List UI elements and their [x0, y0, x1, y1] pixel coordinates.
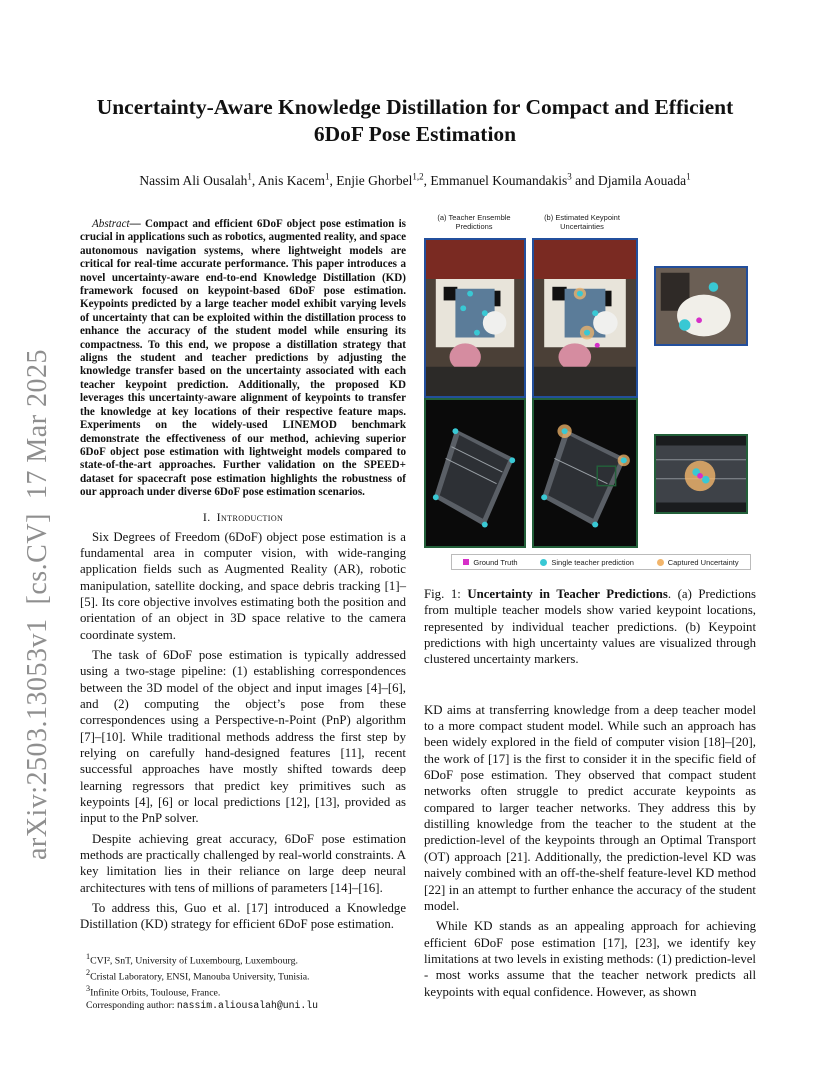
author-list — [70, 171, 760, 189]
author-4: Emmanuel Koumandakis$^3$ and — [430, 171, 598, 188]
zoom-inset-top-image — [656, 268, 746, 344]
footnotes — [80, 951, 406, 1012]
corresponding-email[interactable]: nassim.aliousalah@uni.lu — [176, 999, 318, 1011]
right-column — [424, 210, 756, 1000]
keypoint-uncertainty-scene — [532, 238, 638, 398]
intro-paragraph-3: Despite achieving great accuracy, 6DoF pose estimation methods are practically challenged by real-world constraints. A key limitation lies in their reliance on large deep neural architectures with tens of millions of parameters [14]–[16]. — [80, 831, 406, 895]
right-body-text — [424, 702, 756, 1000]
title-line-2: 6DoF Pose Estimation — [313, 122, 517, 146]
paper-title — [70, 94, 760, 148]
teacher-ensemble-scene — [424, 238, 526, 398]
figure-caption: Fig. 1: Uncertainty in Teacher Predictions. (a) Predictions from multiple teacher models show varied keypoint locations, represented by individual teacher predictions. (b) Keypoint predictions with high uncertainty values are visualized through clustered uncertainty markers. — [424, 587, 757, 667]
uncertainty-marker-icon — [657, 559, 664, 566]
footnote-3: $^3$Infinite Orbits, Toulouse, France. — [86, 984, 221, 999]
satellite-uncertainty-image — [534, 400, 636, 546]
footnote-1: $^1$CVI², SnT, University of Luxembourg, Luxembourg. — [86, 951, 298, 967]
scene-image — [426, 240, 524, 396]
figure-label-b: (b) Estimated Keypoint Uncertainties — [544, 213, 620, 231]
zoom-inset-bottom-image — [656, 436, 746, 512]
author-5: Djamila Aouada$^1$ — [597, 171, 691, 188]
arxiv-date: 17 Mar 2025 — [22, 348, 53, 500]
figure-legend — [451, 554, 751, 570]
footnote-2: $^2$Cristal Laboratory, ENSI, Manouba University, Tunisia. — [86, 968, 310, 983]
keypoint-uncertainty-satellite — [532, 398, 638, 548]
author-2: Anis Kacem$^1$, — [257, 171, 337, 188]
abstract-label: Abstract — [92, 218, 130, 230]
author-3: Enjie Ghorbel$^{1,2}$, — [336, 171, 431, 188]
corresponding-author: Corresponding author: nassim.aliousalah@uni.lu — [86, 999, 318, 1011]
legend-single-teacher: Single teacher prediction — [540, 558, 634, 567]
right-paragraph-1: KD aims at transferring knowledge from a deep teacher model to a more compact student model. While such an approach has been widely explored in the field of computer vision [18]–[20], the work of [17] is the first to consider it in the specific field of 6DoF pose estimation. They observed that compact student networks often struggle to predict accurate keypoints as compared to larger teacher networks. They address this by distilling knowledge from the teacher to the student at the prediction-level of the keypoints through an Optimal Transport (OT) approach [21]. Additionally, the prediction-level KD was naively combined with an off-the-shelf feature-level KD method [22] in an attempt to further enhance the accuracy of the student model. — [424, 702, 756, 913]
arxiv-id: arXiv:2503.13053v1 — [22, 618, 53, 860]
left-column — [80, 218, 406, 1012]
author-1: Nassim Ali Ousalah$^1$, — [139, 171, 258, 188]
teacher-prediction-marker-icon — [540, 559, 547, 566]
arxiv-identifier — [16, 260, 60, 860]
ground-truth-marker-icon — [463, 559, 469, 565]
zoom-inset-bottom — [654, 434, 748, 514]
intro-paragraph-4: To address this, Guo et al. [17] introduced a Knowledge Distillation (KD) strategy for efficient 6DoF pose estimation. — [80, 901, 406, 932]
figure-label-a: (a) Teacher Ensemble Predictions — [437, 213, 511, 231]
intro-paragraph-2: The task of 6DoF pose estimation is typically addressed using a two-stage pipeline: (1) establishing correspondences between the 3D model of the object and input images [4]–[6], and (2) computing the object’s pose from these correspondences using a Perspective-n-Point (PnP) algorithm [7]–[10]. While traditional methods address the first step by relying on carefully hand-designed features [11], recent successful approaches have mostly shifted towards deep learning regressors that predict key primitives such as keypoints [4], [6] or local predictions [12], [13], provided as input to the PnP solver. — [80, 647, 406, 826]
intro-paragraph-1: Six Degrees of Freedom (6DoF) object pose estimation is a fundamental area in computer vision, with wide-ranging application fields such as Augmented Reality (AR), robotic manipulation, satellite docking, and space debris tracking [1]–[5]. Its core objective involves estimating both the position and orientation of an object in 3D space relative to the camera coordinate system. — [80, 529, 406, 642]
abstract: Abstract— Compact and efficient 6DoF object pose estimation is crucial in applications such as robotics, augmented reality, and space autonomous navigation systems, where lightweight models are critical for real-time accurate performance. This paper introduces a novel uncertainty-aware end-to-end Knowledge Distillation (KD) framework focused on keypoint-based 6DoF pose estimation. Keypoints predicted by a large teacher model exhibit varying levels of uncertainty that can be exploited within the distillation process to enhance the accuracy of the student model while ensuring its compactness. To this end, we propose a distillation strategy that aligns the student and teacher predictions by adjusting the knowledge transfer based on the uncertainty associated with each teacher keypoint prediction. Additionally, the proposed KD leverages this uncertainty-aware alignment of keypoints to transfer the knowledge at key locations of their respective feature maps. Experiments on the widely-used LINEMOD benchmark demonstrate the effectiveness of our method, achieving superior 6DoF object pose estimation with lightweight models compared to state-of-the-art approaches. Further validation on the SPEED+ dataset for spacecraft pose estimation highlights the robustness of our approach under diverse 6DoF pose estimation scenarios. — [80, 218, 406, 499]
zoom-inset-top — [654, 266, 748, 346]
section-heading-introduction: I. Introduction — [202, 509, 284, 524]
legend-ground-truth: Ground Truth — [463, 558, 517, 567]
scene-image-uncertainty — [534, 240, 636, 396]
legend-uncertainty: Captured Uncertainty — [657, 558, 739, 567]
figure-1 — [424, 210, 756, 572]
abstract-text: Compact and efficient 6DoF object pose estimation is crucial in applications such as robotics, augmented reality, and space autonomous navigation systems, where lightweight models are critical for real-time accurate performance. This paper introduces a novel uncertainty-aware end-to-end Knowledge Distillation (KD) framework focused on keypoint-based 6DoF pose estimation. Keypoints predicted by a large teacher model exhibit varying levels of uncertainty that can be exploited within the distillation process to enhance the accuracy of the student model while ensuring its compactness. To this end, we propose a distillation strategy that aligns the student and teacher predictions by adjusting the knowledge transfer based on the uncertainty associated with each teacher keypoint prediction. Additionally, the proposed KD leverages this uncertainty-aware alignment of keypoints to transfer the knowledge at key locations of their respective feature maps. Experiments on the widely-used LINEMOD benchmark demonstrate the effectiveness of our method, achieving superior 6DoF object pose estimation with lightweight models compared to state-of-the-art approaches. Further validation on the SPEED+ dataset for spacecraft pose estimation highlights the robustness of our approach under diverse 6DoF pose estimation scenarios. — [80, 218, 406, 499]
teacher-ensemble-satellite — [424, 398, 526, 548]
satellite-image — [426, 400, 524, 546]
right-paragraph-2: While KD stands as an appealing approach for achieving efficient 6DoF pose estimation [17], [23], we identify key limitations at two levels in existing methods: (1) prediction-level - most works assume that the teacher network predicts all keypoints with equal confidence. However, as shown — [424, 919, 756, 999]
title-line-1: Uncertainty-Aware Knowledge Distillation for Compact and Efficient — [96, 95, 734, 119]
arxiv-category: [cs.CV] — [22, 513, 53, 605]
